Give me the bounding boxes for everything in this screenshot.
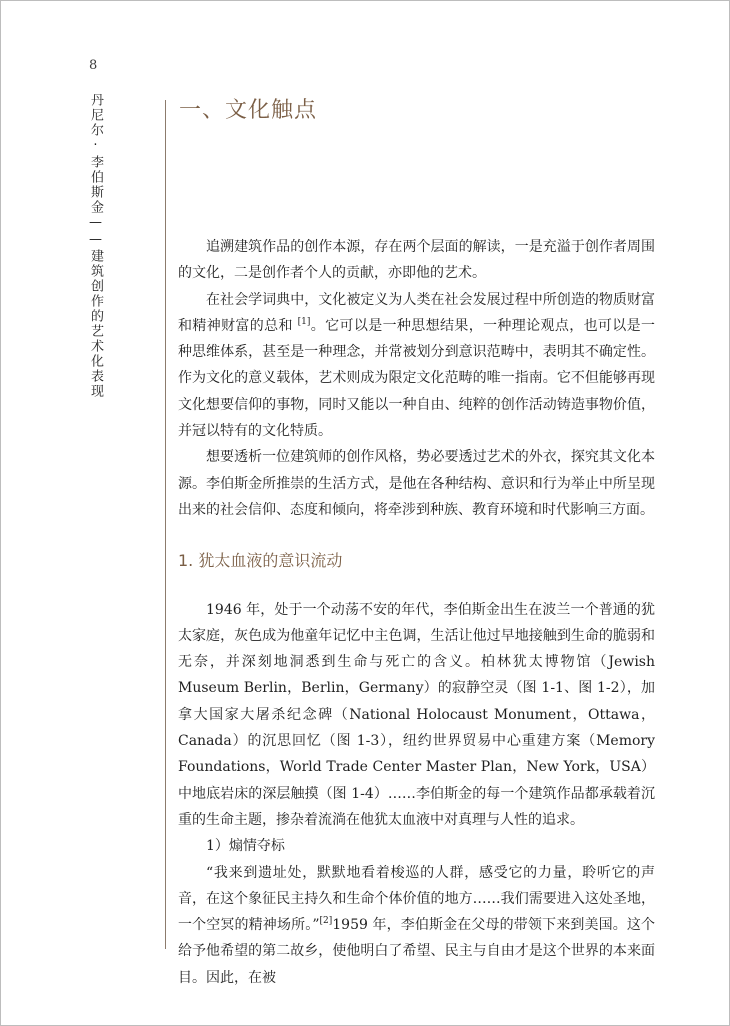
sub-heading: 1）煽情夺标 bbox=[206, 838, 285, 855]
paragraph: 追溯建筑作品的创作本源，存在两个层面的解读，一是充溢于创作者周围的文化，二是创作者个人的贡献，亦即他的艺术。 bbox=[178, 239, 655, 282]
section-heading: 1. 犹太血液的意识流动 bbox=[178, 551, 343, 571]
quote-text: “我来到遗址处，默默地看着梭巡的人群，感受它的力量，聆听它的声音，在这个象征民主持久和生命个体价值的地方……我们需要进入这处圣地，一个空冥的精神场所。” bbox=[178, 864, 655, 934]
paragraph bbox=[178, 287, 655, 445]
paragraph: 1946 年，处于一个动荡不安的年代，李伯斯金出生在波兰一个普通的犹太家庭，灰色成为他童年记忆中主色调，生活让他过早地接触到生命的脆弱和无奈，并深刻地洞悉到生命与死亡的含义。柏林犹太博物馆（Jewish Museum Berlin，Berlin，Germany）的寂静空灵（图 1-1、图 1-2），加拿大国家大屠杀纪念碑（National Holocaust Monument，Ottawa，Canada）的沉思回忆（图 1-3），纽约世界贸易中心重建方案（Memory Foundations，World Trade Center Master Plan，New York，USA）中地底岩床的深层触摸（图 1-4）……李伯斯金的每一个建筑作品都承载着沉重的生命主题，掺杂着流淌在他犹太血液中对真理与人性的追求。 bbox=[178, 601, 655, 828]
footnote-ref: [1] bbox=[297, 316, 311, 327]
footnote-ref: [2] bbox=[319, 916, 333, 927]
paragraph-text: 。它可以是一种思想结果，一种理论观点，也可以是一种思维体系，甚至是一种理念，并常被划分到意识范畴中，表明其不确定性。作为文化的意义载体，艺术则成为限定文化范畴的唯一指南。它不但能够再现文化想要信仰的事物，同时又能以一种自由、纯粹的创作活动铸造事物价值，并冠以特有的文化特质。 bbox=[178, 317, 656, 440]
margin-rule bbox=[165, 100, 166, 949]
chapter-title: 一、文化触点 bbox=[179, 98, 318, 123]
paragraph: 想要透析一位建筑师的创作风格，势必要透过艺术的外衣，探究其文化本源。李伯斯金所推崇的生活方式，是他在各种结构、意识和行为举止中所呈现出来的社会信仰、态度和倾向，将牵涉到种族、教育环境和时代影响三方面。 bbox=[178, 449, 655, 518]
page-number: 8 bbox=[89, 58, 98, 73]
paragraph bbox=[178, 860, 655, 991]
paragraph-text: 在社会学词典中，文化被定义为人类在社会发展过程中所创造的物质财富和精神财富的总和 bbox=[178, 291, 655, 334]
body-text bbox=[178, 234, 655, 991]
running-title: 丹尼尔·李伯斯金——建筑创作的艺术化表现 bbox=[88, 93, 103, 399]
paragraph-text: 1959 年，李伯斯金在父母的带领下来到美国。这个给予他希望的第二故乡，使他明白了希望、民主与自由才是这个世界的本来面目。因此，在被 bbox=[178, 917, 655, 986]
